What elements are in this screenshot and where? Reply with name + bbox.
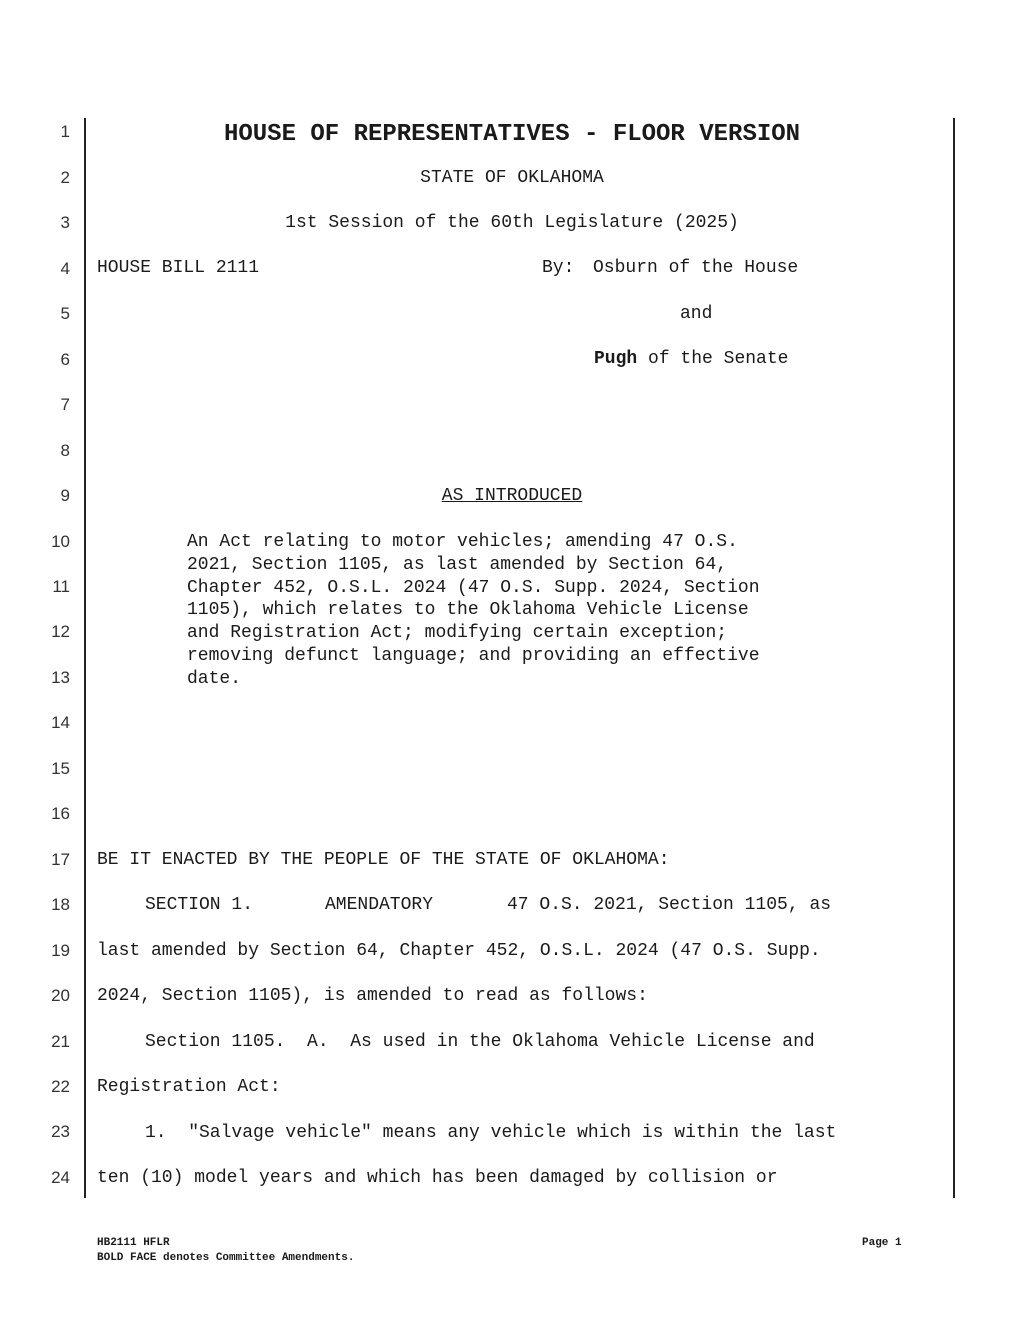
line-number: 12 xyxy=(51,622,70,641)
author-prefix: By: xyxy=(542,258,575,278)
body-line: Section 1105. A. As used in the Oklahoma Vehicle License and xyxy=(145,1032,815,1052)
senate-author-name: Pugh xyxy=(594,349,638,369)
footer-note: BOLD FACE denotes Committee Amendments. xyxy=(97,1252,355,1264)
line-number: 5 xyxy=(60,304,70,323)
line-number: 19 xyxy=(51,941,70,960)
section-label: SECTION 1. xyxy=(145,895,254,915)
line-number: 15 xyxy=(51,759,70,778)
line-number: 2 xyxy=(60,168,70,187)
line-number: 11 xyxy=(52,577,70,596)
line-number: 6 xyxy=(60,350,70,369)
line-number: 9 xyxy=(60,486,70,505)
right-margin-rule xyxy=(953,118,955,1198)
line-number: 22 xyxy=(51,1077,70,1096)
line-number: 3 xyxy=(60,213,70,232)
body-line: 2024, Section 1105), is amended to read as follows: xyxy=(97,986,648,1006)
line-number: 7 xyxy=(60,395,70,414)
line-number: 23 xyxy=(51,1122,70,1141)
section-citation: 47 O.S. 2021, Section 1105, as xyxy=(507,895,832,915)
section-type: AMENDATORY xyxy=(325,895,434,915)
line-number: 20 xyxy=(51,986,70,1005)
left-margin-rule xyxy=(84,118,86,1198)
line-number: 4 xyxy=(60,259,70,278)
line-number: 21 xyxy=(51,1032,70,1051)
footer-page-number: Page 1 xyxy=(862,1237,902,1249)
document-title: HOUSE OF REPRESENTATIVES - FLOOR VERSION xyxy=(223,121,801,148)
line-number: 1 xyxy=(60,122,70,141)
line-number: 10 xyxy=(51,532,70,551)
line-number: 14 xyxy=(51,713,70,732)
line-number: 17 xyxy=(51,850,70,869)
bill-status: AS INTRODUCED xyxy=(441,486,583,506)
line-number: 8 xyxy=(60,441,70,460)
body-line: ten (10) model years and which has been damaged by collision or xyxy=(97,1168,778,1188)
act-summary: An Act relating to motor vehicles; amending 47 O.S. 2021, Section 1105, as last amended by Section 64, Chapter 452, O.S.L. 2024 (47 O.S. Supp. 2024, Section 1105), which relates to the Oklahoma Vehicle License and Registration Act; modifying certain exception; removing defunct language; and providing an effective date. xyxy=(187,532,760,689)
bill-number: HOUSE BILL 2111 xyxy=(97,258,260,278)
session-line: 1st Session of the 60th Legislature (2025) xyxy=(285,213,739,233)
body-line: 1. "Salvage vehicle" means any vehicle which is within the last xyxy=(145,1123,837,1143)
house-author: Osburn of the House xyxy=(593,258,799,278)
line-number: 13 xyxy=(51,668,70,687)
body-line: Registration Act: xyxy=(97,1077,281,1097)
state-name: STATE OF OKLAHOMA xyxy=(420,168,604,188)
footer-doc-id: HB2111 HFLR xyxy=(97,1237,170,1249)
enacting-clause: BE IT ENACTED BY THE PEOPLE OF THE STATE OF OKLAHOMA: xyxy=(97,850,670,870)
line-number: 24 xyxy=(51,1168,70,1187)
line-number: 18 xyxy=(51,895,70,914)
line-number: 16 xyxy=(51,804,70,823)
senate-author xyxy=(594,348,788,370)
author-conjunction: and xyxy=(680,304,713,324)
senate-author-suffix: of the Senate xyxy=(648,349,789,369)
body-line: last amended by Section 64, Chapter 452, O.S.L. 2024 (47 O.S. Supp. xyxy=(97,941,821,961)
